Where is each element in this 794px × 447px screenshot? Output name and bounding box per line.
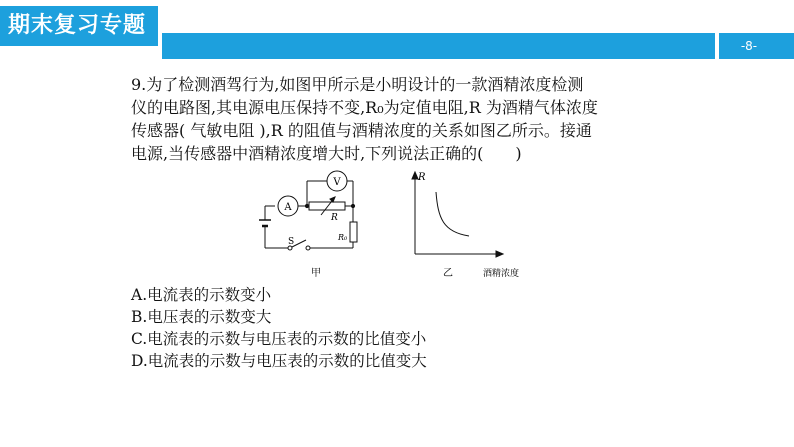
figure-caption-jia: 甲 — [311, 268, 321, 279]
sensor-resistor — [309, 202, 345, 210]
fixed-resistor-label: R₀ — [338, 233, 348, 242]
question-text — [131, 73, 651, 165]
graph-x-label: 酒精浓度 — [483, 269, 520, 279]
sensor-label: R — [331, 213, 338, 223]
graph-y-label: R — [418, 172, 426, 183]
option-b[interactable]: B.电压表的示数变大 — [131, 308, 272, 326]
ammeter-label: A — [284, 202, 292, 213]
figures — [255, 170, 555, 282]
option-c[interactable]: C.电流表的示数与电压表的示数的比值变小 — [131, 330, 427, 348]
question-line: 9.为了检测酒驾行为,如图甲所示是小明设计的一款酒精浓度检测 — [131, 75, 584, 94]
resistance-graph — [412, 172, 503, 257]
section-title: 期末复习专题 — [0, 6, 158, 46]
answer-options — [131, 284, 427, 372]
question-line: 传感器( 气敏电阻 ),R 的阻值与酒精浓度的关系如图乙所示。接通 — [131, 121, 592, 140]
resistance-curve — [436, 192, 469, 236]
fixed-resistor — [350, 222, 357, 242]
option-a[interactable]: A.电流表的示数变小 — [131, 286, 272, 304]
switch-label: S — [288, 237, 295, 247]
voltmeter-label: V — [333, 177, 341, 188]
figure-caption-yi: 乙 — [443, 268, 453, 279]
header-stripe — [162, 33, 715, 59]
page-number: -8- — [740, 39, 758, 53]
header-bar — [0, 0, 794, 60]
option-d[interactable]: D.电流表的示数与电压表的示数的比值变大 — [131, 352, 427, 370]
question-line: 电源,当传感器中酒精浓度增大时,下列说法正确的( ) — [131, 144, 522, 163]
question-line: 仪的电路图,其电源电压保持不变,R₀为定值电阻,R 为酒精气体浓度 — [131, 98, 598, 117]
